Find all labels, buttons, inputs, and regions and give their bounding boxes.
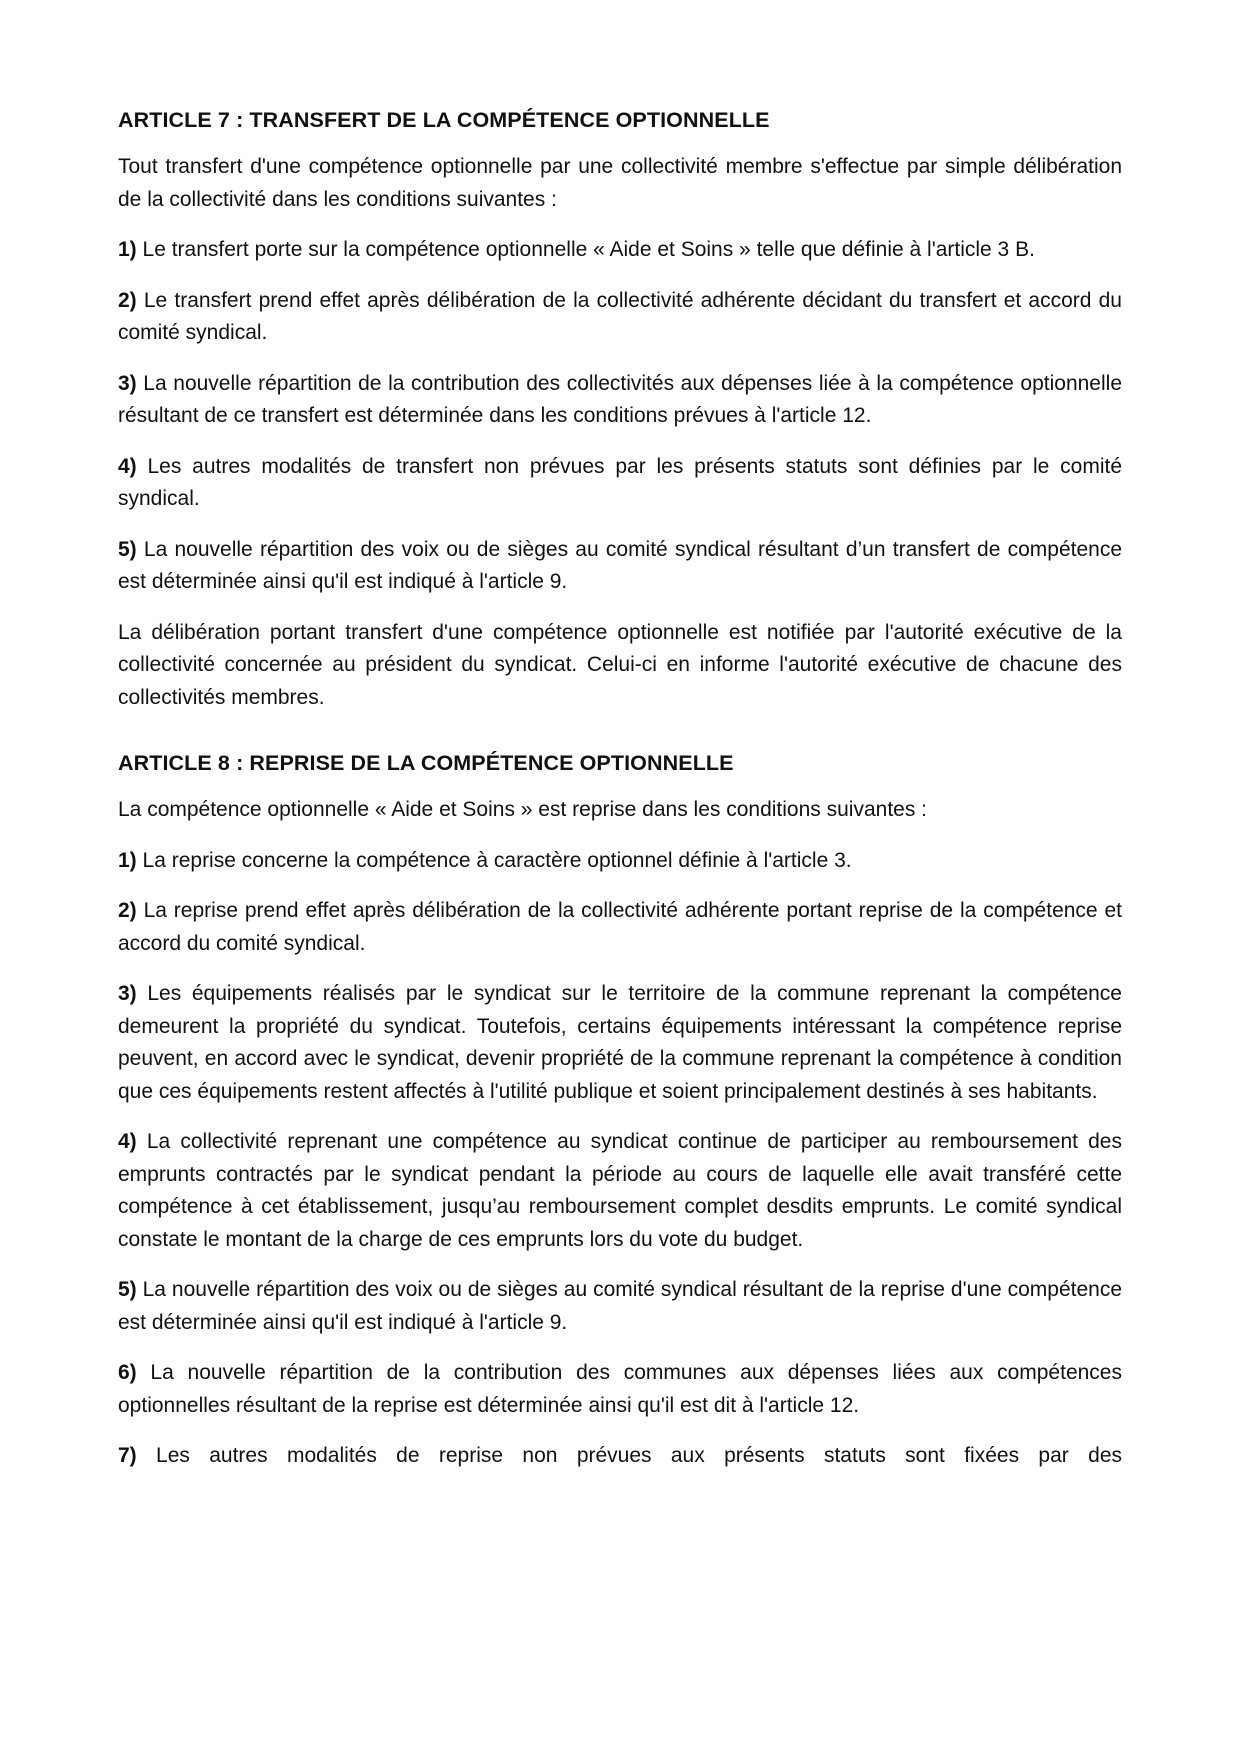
item-number: 3) [118,371,137,395]
article-8-item-2 [118,895,1122,960]
item-number: 6) [118,1361,137,1384]
article-7-closing: La délibération portant transfert d'une compétence optionnelle est notifiée par l'autorité exécutive de la collectivité concernée au président du syndicat. Celui-ci en informe l'autorité exécutive de chacune des collectivités membres. [118,620,1122,709]
article-7-title: ARTICLE 7 : TRANSFERT DE LA COMPÉTENCE OPTIONNELLE [118,108,770,132]
item-number: 4) [118,1130,137,1153]
item-number: 2) [118,899,137,922]
article-7-item-3 [118,368,1122,433]
item-number: 5) [118,1278,137,1301]
article-7-item-2 [118,285,1122,350]
item-number: 5) [118,537,137,561]
item-number: 7) [118,1444,137,1467]
item-text: La nouvelle répartition des voix ou de sièges au comité syndical résultant de la reprise d'une compétence est déterminée ainsi qu'il est indiqué à l'article 9. [118,1278,1122,1334]
item-number: 1) [118,238,137,261]
article-8-intro: La compétence optionnelle « Aide et Soins » est reprise dans les conditions suivantes : [118,798,928,821]
item-text: Le transfert prend effet après délibération de la collectivité adhérente décidant du transfert et accord du comité syndical. [118,288,1122,344]
article-8-item-6 [118,1357,1122,1422]
article-8-item-3 [118,978,1122,1108]
article-7-item-4 [118,451,1122,516]
item-text: Le transfert porte sur la compétence optionnelle « Aide et Soins » telle que définie à l'article 3 B. [136,238,1035,261]
article-8-item-7 [118,1440,1122,1473]
article-7-item-1 [118,234,1122,267]
item-text: La nouvelle répartition de la contribution des communes aux dépenses liées aux compétences optionnelles résultant de la reprise est déterminée ainsi qu'il est dit à l'article 12. [118,1361,1122,1417]
article-7-intro: Tout transfert d'une compétence optionnelle par une collectivité membre s'effectue par simple délibération de la collectivité dans les conditions suivantes : [118,155,1122,211]
article-8-item-1 [118,845,1122,878]
item-text: Les autres modalités de transfert non prévues par les présents statuts sont définies par le comité syndical. [118,454,1122,510]
item-text: La nouvelle répartition de la contribution des collectivités aux dépenses liée à la compétence optionnelle résultant de ce transfert est déterminée dans les conditions prévues à l'article 12. [118,371,1122,427]
item-number: 1) [118,848,137,872]
article-8-item-4 [118,1126,1122,1256]
item-text: La reprise prend effet après délibération de la collectivité adhérente portant reprise de la compétence et accord du comité syndical. [118,899,1122,955]
item-text: La reprise concerne la compétence à caractère optionnel définie à l'article 3. [136,848,852,872]
item-number: 4) [118,454,137,478]
item-text: La nouvelle répartition des voix ou de sièges au comité syndical résultant d’un transfert de compétence est déterminée ainsi qu'il est indiqué à l'article 9. [118,537,1122,593]
article-8-item-5 [118,1274,1122,1339]
document-page [118,106,1122,1491]
item-text: Les équipements réalisés par le syndicat sur le territoire de la commune reprenant la compétence demeurent la propriété du syndicat. Toutefois, certains équipements intéressant la compétence reprise peuvent, en accord avec le syndicat, devenir propriété de la commune reprenant la compétence à condition que ces équipements restent affectés à l'utilité publique et soient principalement destinés à ses habitants. [118,982,1122,1103]
article-7-item-5 [118,534,1122,599]
item-number: 3) [118,982,137,1005]
item-number: 2) [118,288,137,312]
article-8-title: ARTICLE 8 : REPRISE DE LA COMPÉTENCE OPTIONNELLE [118,751,734,775]
item-text: Les autres modalités de reprise non prévues aux présents statuts sont fixées par des [136,1444,1122,1467]
item-text: La collectivité reprenant une compétence au syndicat continue de participer au remboursement des emprunts contractés par le syndicat pendant la période au cours de laquelle elle avait transféré cette compétence à cet établissement, jusqu’au remboursement complet desdits emprunts. Le comité syndical constate le montant de la charge de ces emprunts lors du vote du budget. [118,1130,1122,1251]
